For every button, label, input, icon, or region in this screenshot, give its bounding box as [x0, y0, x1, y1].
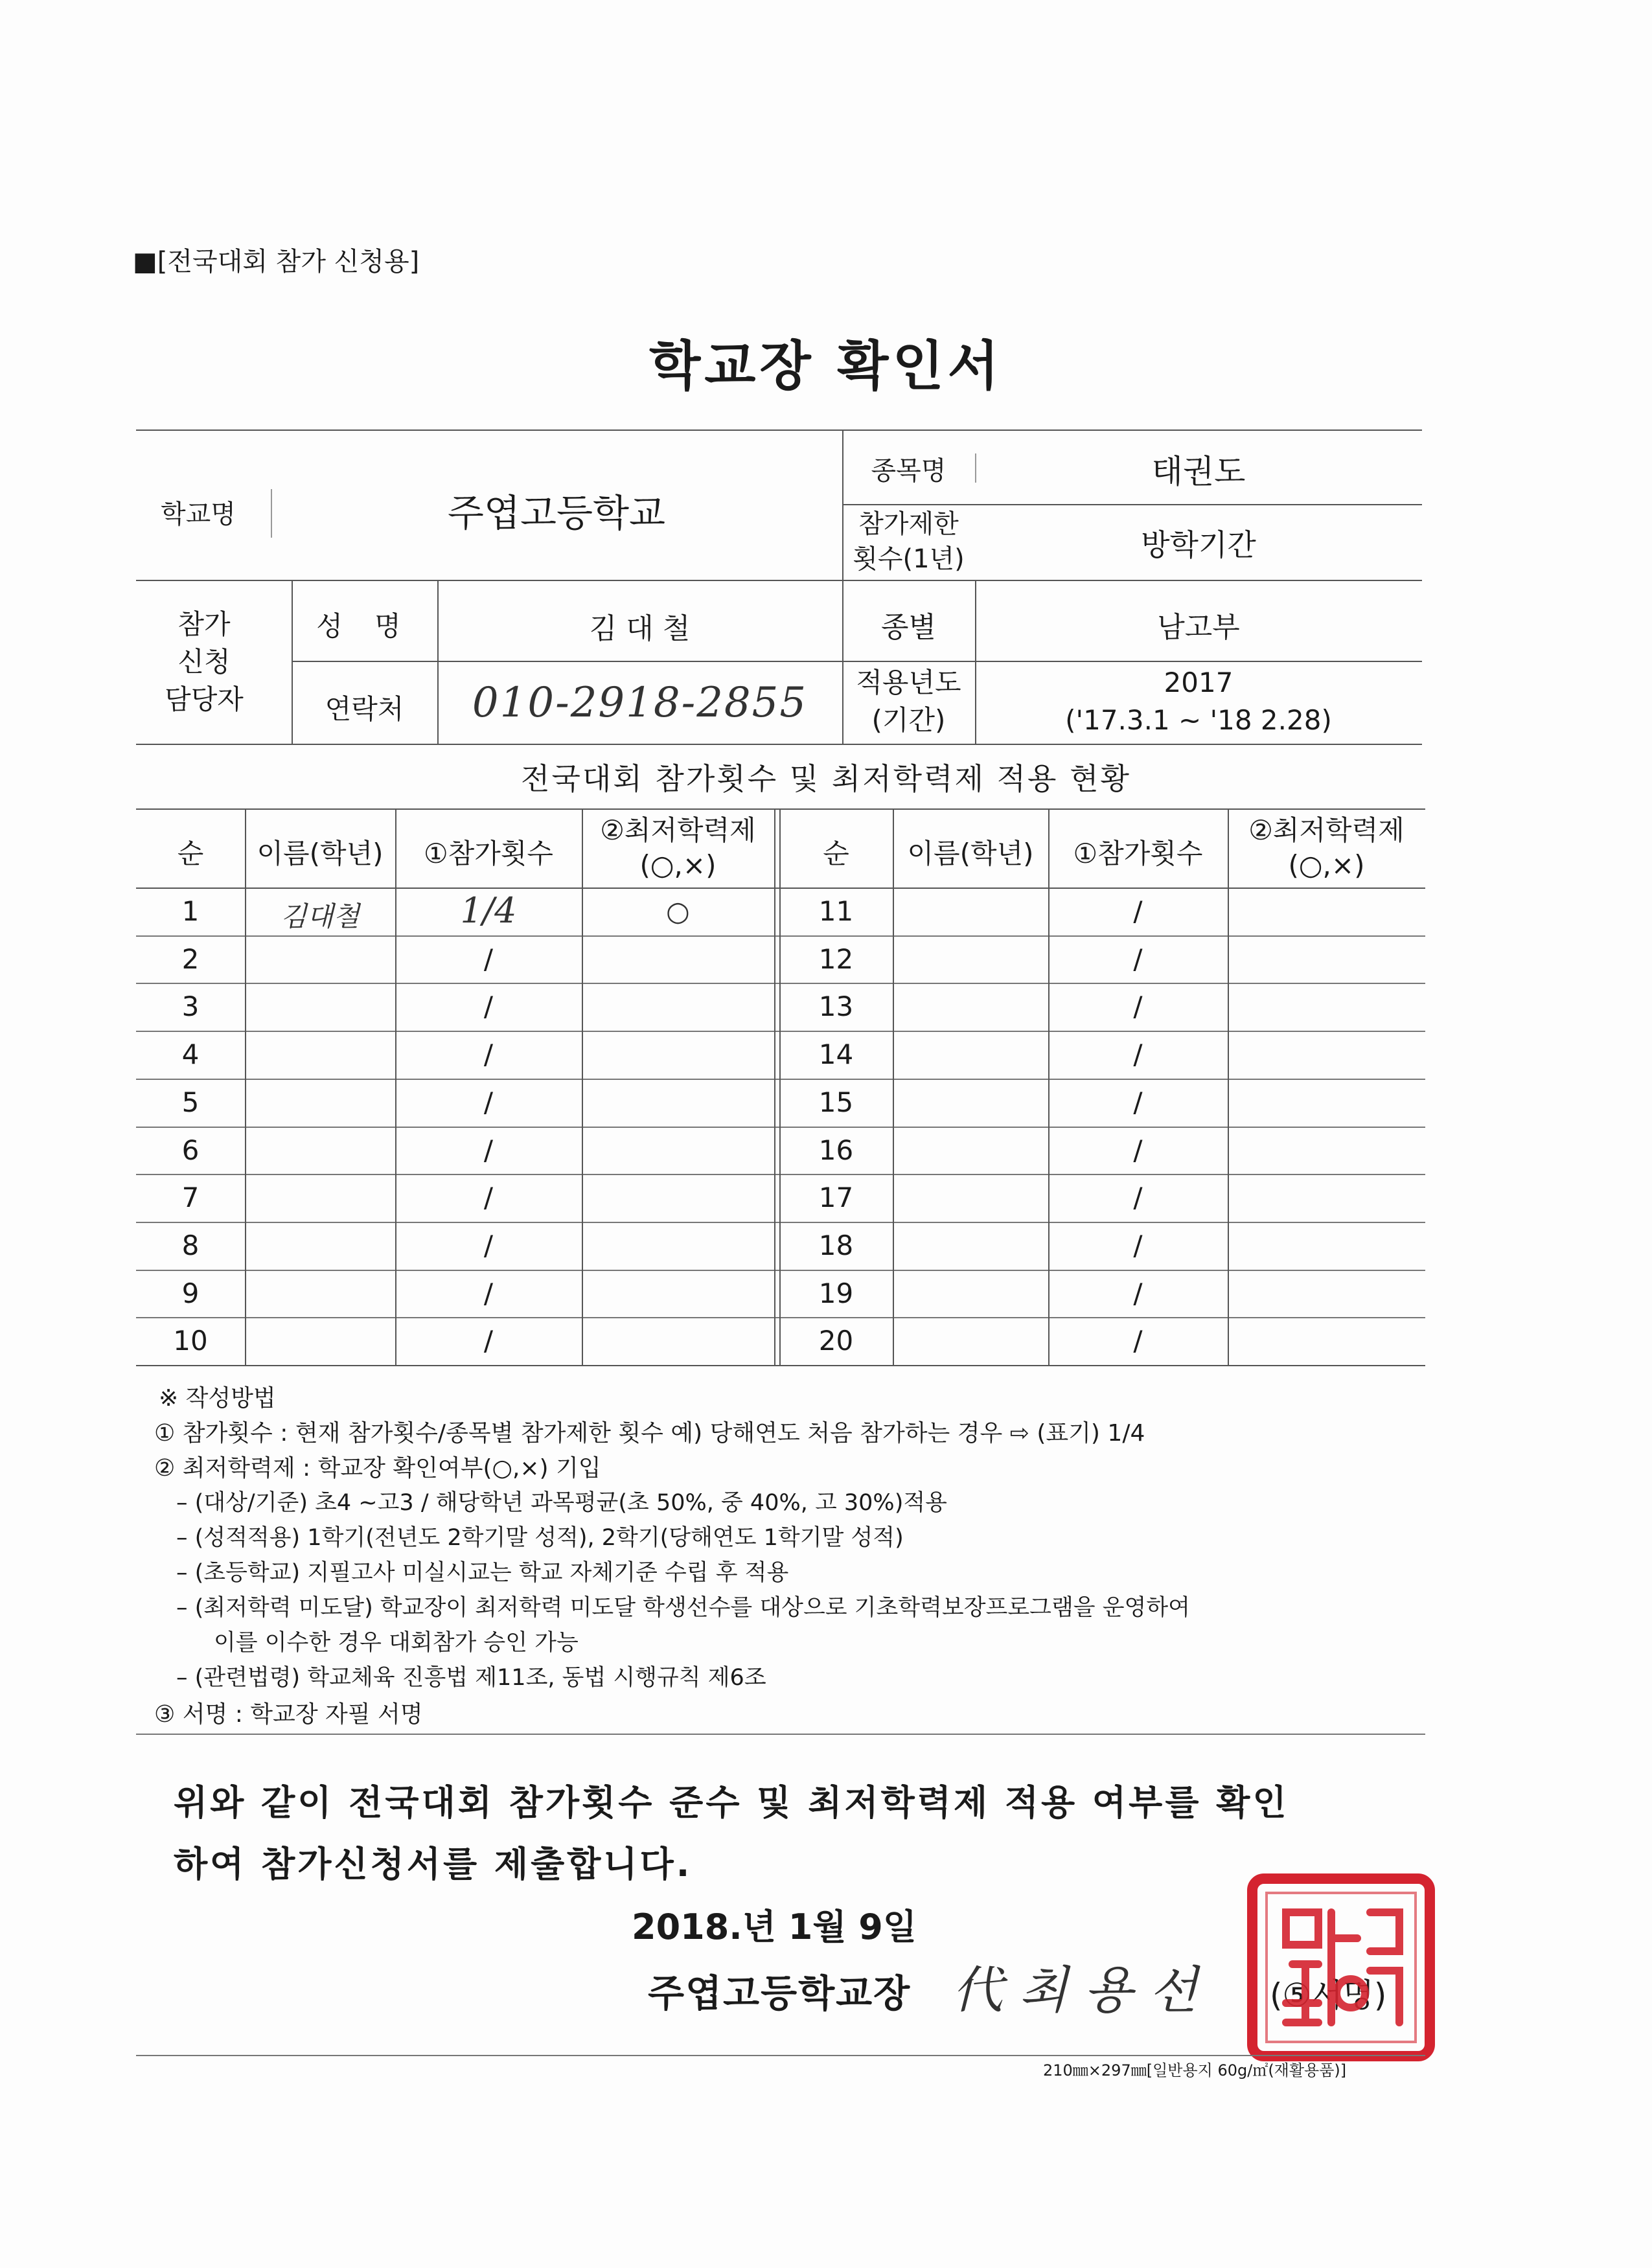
limit-label: 참가제한 횟수(1년) — [853, 509, 965, 574]
row-count: 1/4 — [460, 890, 517, 931]
row-count: / — [1133, 991, 1143, 1022]
row-number: 7 — [181, 1182, 200, 1213]
row-count: / — [1133, 1277, 1143, 1309]
contact-value: 010-2918-2855 — [472, 679, 808, 727]
event-value: 태권도 — [1151, 453, 1246, 490]
row-count: / — [483, 1134, 494, 1166]
header-name-right: 이름(학년) — [907, 838, 1034, 869]
row-number: 9 — [181, 1277, 200, 1309]
instructions-heading: ※ 작성방법 — [159, 1385, 276, 1412]
row-number: 20 — [818, 1325, 854, 1357]
row-count: / — [1133, 895, 1143, 927]
row-count: / — [483, 1086, 494, 1118]
instruction-line: – (성적적용) 1학기(전년도 2학기말 성적), 2학기(당해연도 1학기말 성적) — [176, 1525, 904, 1551]
row-number: 1 — [181, 895, 200, 927]
row-grade: ○ — [666, 895, 690, 927]
row-divider — [136, 935, 1425, 937]
row-count: / — [483, 1038, 494, 1070]
row-number: 18 — [818, 1230, 854, 1261]
instruction-line: ② 최저학력제 : 학교장 확인여부(○,×) 기입 — [154, 1455, 601, 1482]
header-grade-left: ②최저학력제 (○,×) — [600, 814, 756, 881]
row-number: 13 — [818, 991, 854, 1022]
principal-signature: 代 최 용 선 — [952, 1962, 1198, 2020]
row-count: / — [483, 1230, 494, 1261]
row-divider — [136, 1127, 1425, 1128]
row-number: 10 — [173, 1325, 208, 1357]
row-count: / — [483, 943, 494, 975]
row-count: / — [483, 991, 494, 1022]
row-divider — [136, 983, 1425, 984]
declaration-line-1: 위와 같이 전국대회 참가횟수 준수 및 최저학력제 적용 여부를 확인 — [174, 1782, 1289, 1823]
instruction-line: – (관련법령) 학교체육 진흥법 제11조, 동법 시행규칙 제6조 — [176, 1665, 766, 1691]
page-title: 학교장 확인서 — [649, 336, 1003, 397]
row-number: 5 — [181, 1086, 200, 1118]
sign-mark: (⑤서명) — [1270, 1976, 1387, 2014]
name-label: 성 명 — [316, 610, 413, 642]
row-divider — [136, 1079, 1425, 1080]
row-count: / — [1133, 1038, 1143, 1070]
instruction-line: – (대상/기준) 초4 ~고3 / 해당학년 과목평균(초 50%, 중 40%, 고 30%)적용 — [176, 1490, 947, 1516]
contact-label: 연락처 — [325, 693, 404, 725]
event-label: 종목명 — [871, 456, 946, 486]
header-name-left: 이름(학년) — [257, 838, 384, 869]
row-number: 12 — [818, 943, 854, 975]
category-value: 남고부 — [1157, 611, 1240, 644]
school-value: 주엽고등학교 — [447, 491, 666, 535]
row-divider — [136, 1317, 1425, 1318]
header-tag: ■[전국대회 참가 신청용] — [133, 247, 420, 277]
row-divider — [136, 1031, 1425, 1032]
header-count-left: ①참가횟수 — [424, 838, 553, 869]
row-divider — [136, 1222, 1425, 1223]
row-number: 8 — [181, 1230, 200, 1261]
limit-value: 방학기간 — [1141, 527, 1256, 562]
row-number: 19 — [818, 1277, 854, 1309]
row-count: / — [1133, 1230, 1143, 1261]
row-number: 14 — [818, 1038, 854, 1070]
instruction-line: ① 참가횟수 : 현재 참가횟수/종목별 참가제한 횟수 예) 당해연도 처음 참가하는 경우 ⇨ (표기) 1/4 — [154, 1420, 1145, 1447]
instruction-line: 이를 이수한 경우 대회참가 승인 가능 — [214, 1630, 579, 1656]
date: 2018.년 1월 9일 — [632, 1907, 917, 1947]
header-count-right: ①참가횟수 — [1073, 838, 1203, 869]
instruction-line: ③ 서명 : 학교장 자필 서명 — [154, 1701, 423, 1728]
row-count: / — [483, 1182, 494, 1213]
row-number: 11 — [818, 895, 854, 927]
instruction-line: – (최저학력 미도달) 학교장이 최저학력 미도달 학생선수를 대상으로 기초학력보장프로그램을 운영하여 — [176, 1595, 1190, 1621]
year-label: 적용년도 (기간) — [856, 667, 961, 736]
header-no-right: 순 — [823, 838, 849, 869]
row-count: / — [1133, 1134, 1143, 1166]
header-no-left: 순 — [177, 838, 204, 869]
row-number: 3 — [181, 991, 200, 1022]
row-count: / — [1133, 1086, 1143, 1118]
header-grade-right: ②최저학력제 (○,×) — [1248, 814, 1405, 881]
category-label: 종별 — [880, 611, 936, 644]
applicant-label: 참가 신청 담당자 — [165, 608, 244, 715]
row-count: / — [1133, 1325, 1143, 1357]
footer-spec: 210㎜×297㎜[일반용지 60g/㎡(재활용품)] — [1043, 2061, 1347, 2079]
official-seal-icon — [1247, 1873, 1435, 2061]
row-number: 17 — [818, 1182, 854, 1213]
instruction-line: – (초등학교) 지필고사 미실시교는 학교 자체기준 수립 후 적용 — [176, 1560, 789, 1586]
row-name: 김대철 — [281, 900, 360, 932]
footer-divider — [136, 2055, 1425, 2056]
divider — [136, 1734, 1425, 1735]
row-number: 16 — [818, 1134, 854, 1166]
row-number: 4 — [181, 1038, 200, 1070]
row-count: / — [1133, 943, 1143, 975]
declaration-line-2: 하여 참가신청서를 제출합니다. — [174, 1844, 693, 1884]
school-label: 학교명 — [161, 499, 236, 529]
year-value: 2017 ('17.3.1 ~ '18 2.28) — [1065, 667, 1332, 736]
row-count: / — [483, 1277, 494, 1309]
section-title: 전국대회 참가횟수 및 최저학력제 적용 현황 — [521, 761, 1131, 796]
row-number: 15 — [818, 1086, 854, 1118]
row-number: 2 — [181, 943, 200, 975]
row-count: / — [483, 1325, 494, 1357]
name-value: 김 대 철 — [589, 612, 691, 645]
row-number: 6 — [181, 1134, 200, 1166]
principal-title: 주엽고등학교장 — [648, 1971, 912, 2015]
row-count: / — [1133, 1182, 1143, 1213]
row-divider — [136, 1174, 1425, 1175]
row-divider — [136, 1270, 1425, 1271]
